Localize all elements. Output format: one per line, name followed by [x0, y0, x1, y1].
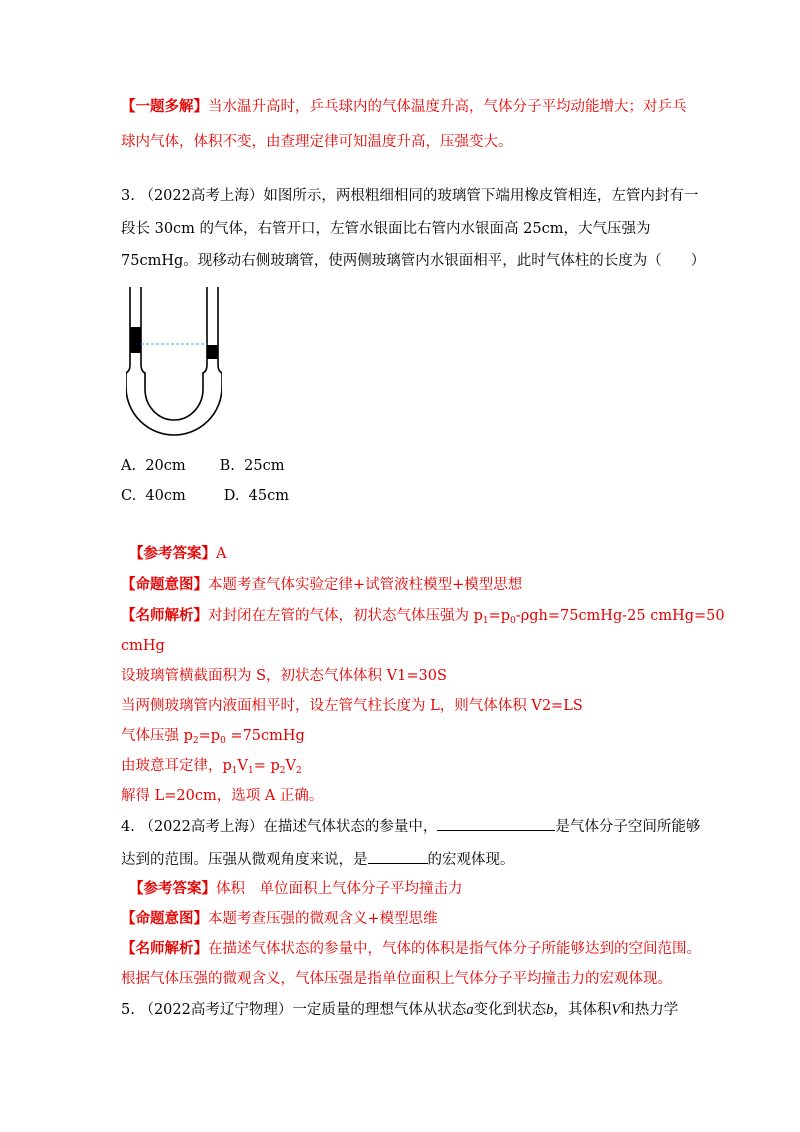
intent-tag: 【命题意图】	[121, 910, 208, 927]
q4-stem-line1: 4. （2022高考上海）在描述气体状态的参量中， 是气体分子空间所能够	[121, 816, 700, 837]
q3-answer: 【参考答案】A	[129, 545, 227, 562]
u-tube-inner	[141, 287, 207, 420]
option-a: A. 20cm	[121, 458, 186, 474]
q3-analysis-line7: 解得 L=20cm，选项 A 正确。	[121, 788, 324, 804]
option-c: C. 40cm	[121, 488, 186, 504]
q3-analysis-line3: 设玻璃管横截面积为 S，初状态气体体积 V1=30S	[121, 668, 447, 684]
q3-analysis-line5: 气体压强 $p_2=p_0$ =75cmHg	[121, 728, 305, 746]
q3-options-row2	[121, 486, 289, 506]
answer-tag: 【参考答案】	[129, 880, 216, 897]
q3-stem-line2: 段长 30cm 的气体，右管开口，左管水银面比右管内水银面高 25cm，大气压强为	[121, 221, 651, 237]
q3-analysis-line4: 当两侧玻璃管内液面相平时，设左管气柱长度为 L，则气体体积 V2=LS	[121, 698, 583, 714]
answer-tag: 【参考答案】	[129, 545, 216, 562]
intent-tag: 【命题意图】	[121, 576, 208, 593]
q3-analysis-line2: cmHg	[121, 638, 165, 654]
q4-answer: 【参考答案】体积 单位面积上气体分子平均撞击力	[129, 880, 463, 897]
q3-options-row1	[121, 456, 284, 476]
q3-stem-line1: 3. （2022高考上海）如图所示，两根粗细相同的玻璃管下端用橡皮管相连，左管内封有一	[121, 188, 699, 204]
analysis-tag: 【名师解析】	[121, 940, 208, 957]
q4-analysis-line1: 【名师解析】在描述气体状态的参量中，气体的体积是指气体分子所能够达到的空间范围。	[121, 940, 701, 957]
q4-blank-2	[368, 849, 428, 864]
option-d: D. 45cm	[223, 488, 289, 504]
q4-blank-1	[437, 816, 555, 831]
q3-intent: 【命题意图】本题考查气体实验定律+试管液柱模型+模型思想	[121, 576, 523, 593]
prev-explanation-line2: 球内气体，体积不变，由查理定律可知温度升高，压强变大。	[121, 134, 513, 150]
left-mercury-column	[130, 327, 141, 353]
q4-intent: 【命题意图】本题考查压强的微观含义+模型思维	[121, 910, 438, 927]
q4-stem-line2: 达到的范围。压强从微观角度来说，是 的宏观体现。	[121, 849, 515, 870]
analysis-tag: 【名师解析】	[121, 607, 208, 624]
q3-analysis-line1: 【名师解析】对封闭在左管的气体，初状态气体压强为 $p_1=p_0-\rho gh=75cmHg-25$ cmHg=50	[121, 607, 725, 626]
q3-stem-line3: 75cmHg。现移动右侧玻璃管，使两侧玻璃管内水银面相平，此时气体柱的长度为（ ）	[121, 253, 706, 269]
q3-analysis-line6: 由玻意耳定律，$p_1V_1= p_2V_2$	[121, 758, 302, 776]
u-tube-diagram	[126, 287, 222, 439]
right-mercury-column	[207, 345, 218, 359]
prev-explanation-tag: 【一题多解】	[121, 98, 208, 115]
prev-explanation-line1: 【一题多解】当水温升高时，乒乓球内的气体温度升高，气体分子平均动能增大；对乒乓	[121, 98, 687, 115]
q4-analysis-line2: 根据气体压强的微观含义，气体压强是指单位面积上气体分子平均撞击力的宏观体现。	[121, 971, 672, 987]
q5-stem-line1: 5. （2022高考辽宁物理）一定质量的理想气体从状态a变化到状态b，其体积V和热力学	[121, 1002, 679, 1018]
option-b: B. 25cm	[219, 458, 285, 474]
